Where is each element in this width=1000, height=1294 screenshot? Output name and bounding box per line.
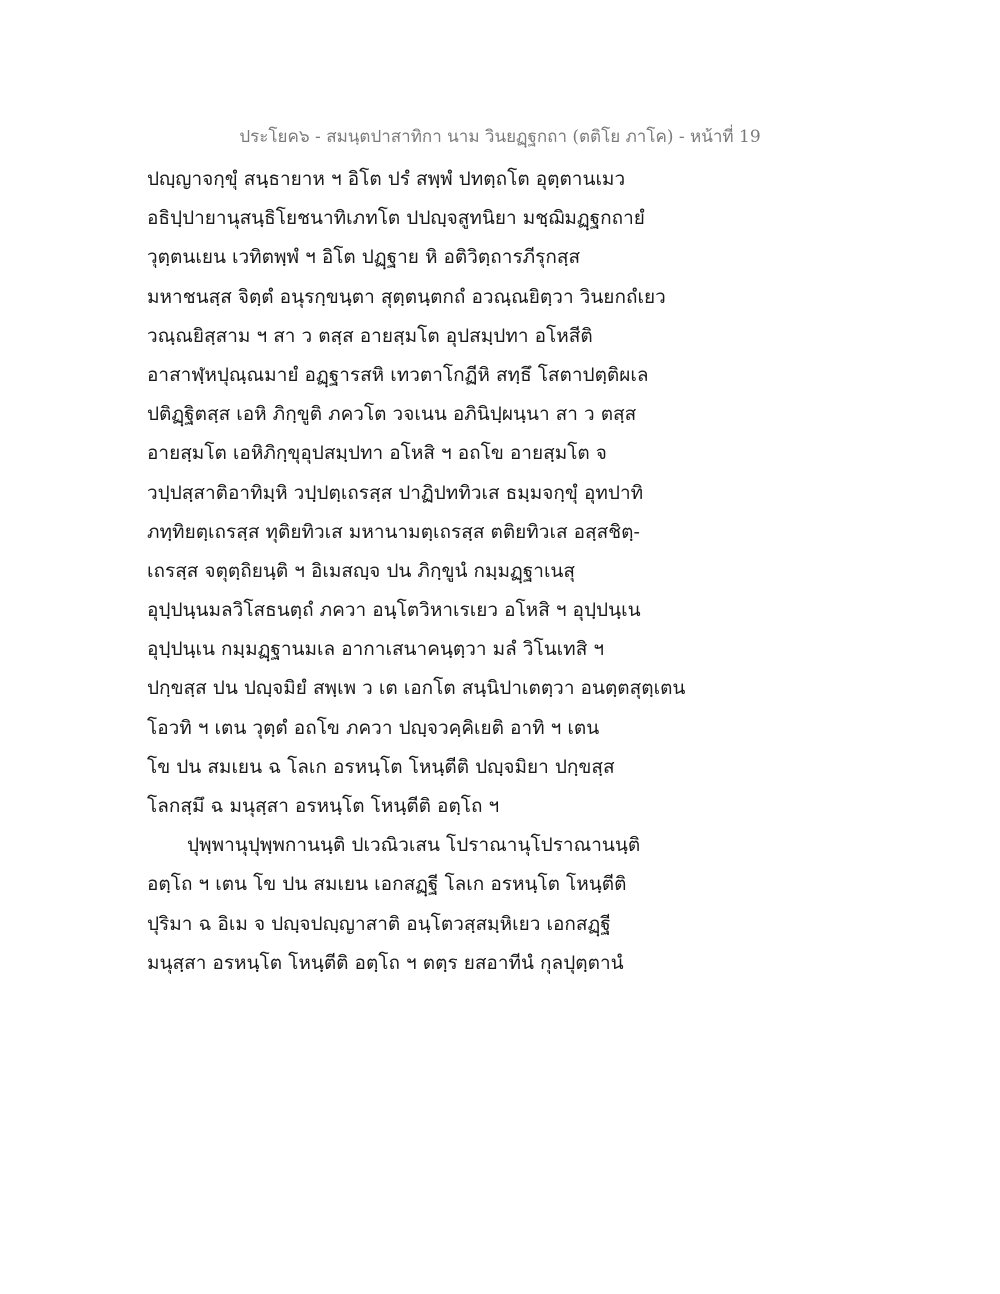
text-line-6: อาสาฬฺหปุณฺณมายํ อฏฺฐารสหิ เทวตาโกฏีหิ สทฺธึ โสตาปตฺติผเล xyxy=(147,363,649,386)
text-line-17: โลกสฺมึ ฉ มนุสฺสา อรหนฺโต โหนฺตีติ อตฺโถ ฯ xyxy=(147,795,500,817)
text-line-19: อตฺโถ ฯ เตน โข ปน สมเยน เอกสฏฺฐี โลเก อรหนฺโต โหนฺตีติ xyxy=(147,873,627,896)
text-line-7: ปติฏฺฐิตสฺส เอหิ ภิกฺขูติ ภควโต วจเนน อภินิปฺผนฺนา สา ว ตสฺส xyxy=(147,403,637,426)
text-line-15: โอวทิ ฯ เตน วุตฺตํ อถโข ภควา ปญฺจวคฺคิเยติ อาทิ ฯ เตน xyxy=(147,716,600,739)
text-line-12: อุปฺปนฺนมลวิโสธนตฺถํ ภควา อนฺโตวิหาเรเยว อโหสิ ฯ อุปฺปนฺเน xyxy=(147,599,641,622)
text-line-10: ภทฺทิยตฺเถรสฺส ทุติยทิวเส มหานามตฺเถรสฺส ตติยทิวเส อสฺสชิตฺ- xyxy=(147,520,640,543)
text-line-18: ปุพฺพานุปุพฺพกานนฺติ ปเวณิวเสน โปราณานุโปราณานนฺติ xyxy=(187,834,641,857)
text-line-1: ปญฺญาจกฺขุํ สนฺธายาห ฯ อิโต ปรํ สพฺพํ ปทตฺถโต อุตฺตานเมว xyxy=(147,168,626,190)
text-line-9: วปฺปสฺสาติอาทิมฺหิ วปฺปตฺเถรสฺส ปาฏิปททิวเส ธมฺมจกฺขุํ อุทปาทิ xyxy=(147,481,644,504)
text-line-8: อายสฺมโต เอหิภิกฺขุอุปสมฺปทา อโหสิ ฯ อถโข อายสฺมโต จ xyxy=(147,442,607,465)
text-line-20: ปุริมา ฉ อิเม จ ปญฺจปญฺญาสาติ อนฺโตวสฺสมฺหิเยว เอกสฏฺฐี xyxy=(147,912,611,935)
text-line-16: โข ปน สมเยน ฉ โลเก อรหนฺโต โหนฺตีติ ปญฺจมิยา ปกฺขสฺส xyxy=(147,755,615,778)
text-line-21: มนุสฺสา อรหนฺโต โหนฺตีติ อตฺโถ ฯ ตตฺร ยสอาทีนํ กุลปุตฺตานํ xyxy=(147,951,624,974)
text-line-5: วณฺณยิสฺสาม ฯ สา ว ตสฺส อายสฺมโต อุปสมฺปทา อโหสีติ xyxy=(147,324,593,347)
page-header-text: ประโยค๖ - สมนฺตปาสาทิกา นาม วินยฏฺฐกถา (ตติโย ภาโค) - หน้าที่ 19 xyxy=(239,127,761,147)
text-line-4: มหาชนสฺส จิตฺตํ อนุรกฺขนฺตา สุตฺตนฺตกถํ อวณฺณยิตฺวา วินยกถํเยว xyxy=(147,285,666,308)
text-line-11: เถรสฺส จตุตฺถิยนฺติ ฯ อิเมสญฺจ ปน ภิกฺขูนํ กมฺมฏฺฐาเนสุ xyxy=(147,559,576,582)
text-line-14: ปกฺขสฺส ปน ปญฺจมิยํ สพฺเพ ว เต เอกโต สนฺนิปาเตตฺวา อนตฺตสุตฺเตน xyxy=(147,677,686,700)
document-body xyxy=(147,160,707,983)
text-line-13: อุปฺปนฺเน กมฺมฏฺฐานมเล อากาเสนาคนฺตฺวา มลํ วิโนเทสิ ฯ xyxy=(147,638,605,661)
text-line-3: วุตฺตนเยน เวทิตพฺพํ ฯ อิโต ปฏฺฐาย หิ อติวิตฺถารภีรุกสฺส xyxy=(147,246,581,269)
text-line-2: อธิปฺปายานุสนฺธิโยชนาทิเภทโต ปปญฺจสูทนิยา มชฺฌิมฏฺฐกถายํ xyxy=(147,207,645,230)
page-header xyxy=(0,123,1000,150)
